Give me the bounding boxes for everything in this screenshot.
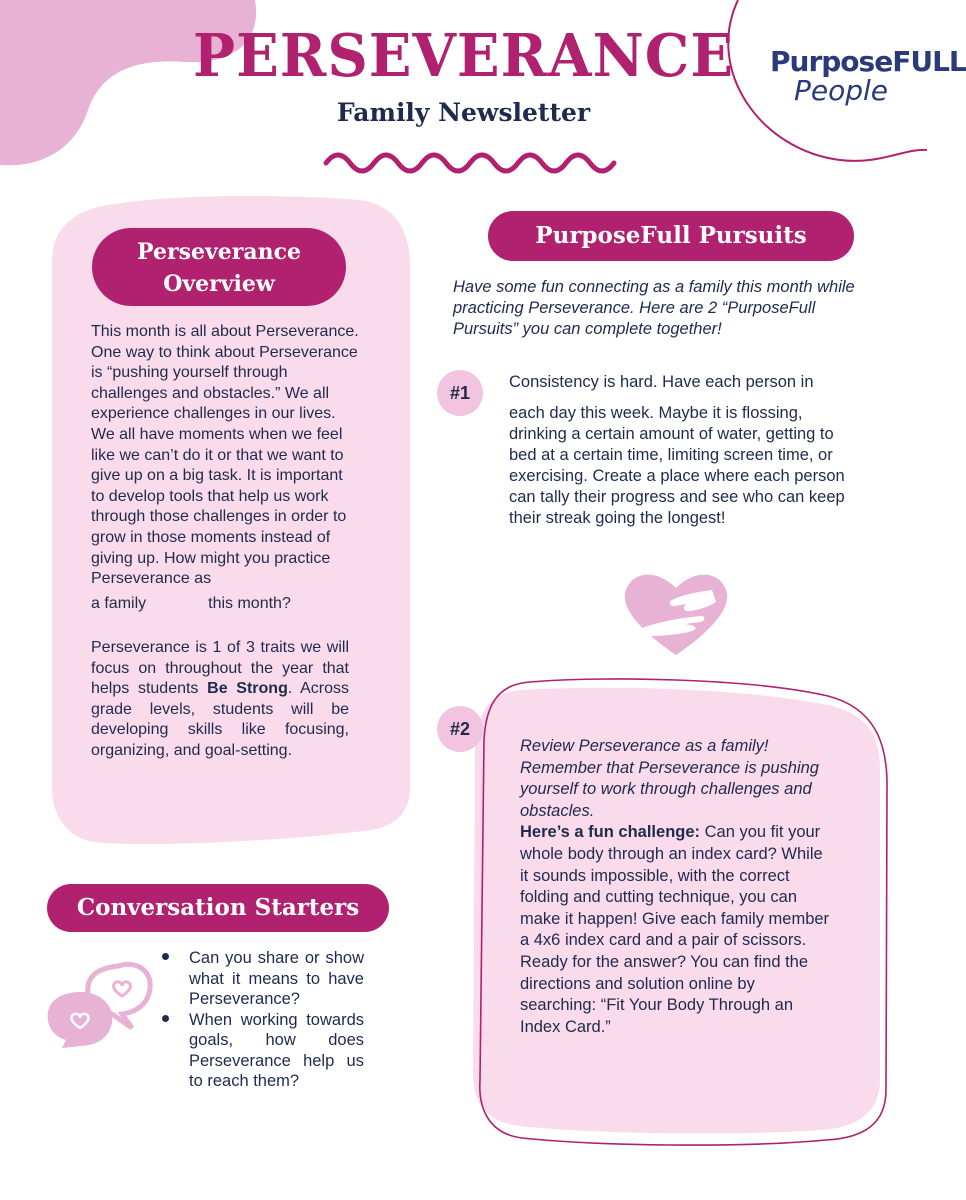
pursuit-2-text — [520, 736, 830, 1038]
conversation-item-1: Can you share or show what it means to have Perseverance? — [189, 949, 364, 1008]
overview-paragraph-1-end — [91, 594, 359, 615]
pursuit-2-badge: #2 — [437, 706, 483, 752]
overview-end-b: this month? — [208, 595, 291, 612]
overview-heading-line2: Overview — [163, 271, 275, 297]
pursuit-1-badge: #1 — [437, 370, 483, 416]
overview-heading-line1: Perseverance — [137, 239, 301, 265]
overview-p2-end: . Across grade levels, students will be developing skills like focusing, organizing, and goal-setting. — [91, 680, 350, 759]
pursuit-2-bold-lead: Here’s a fun challenge: — [520, 823, 701, 842]
pursuit-1-text — [509, 372, 847, 529]
bullet-dot — [162, 1015, 169, 1022]
overview-p2-start: Perseverance is 1 of 3 traits we will focus on throughout the year that helps students — [91, 639, 349, 698]
overview-heading — [92, 228, 346, 306]
pursuit-1-line1: Consistency is hard. Have each person in — [509, 373, 814, 391]
wavy-underline — [326, 155, 614, 171]
speech-bubbles-icon — [48, 964, 151, 1048]
pursuits-intro: Have some fun connecting as a family this month while practicing Perseverance. Here are 2 “PurposeFull Pursuits” you can complete together! — [453, 278, 855, 338]
newsletter-subtitle: Family Newsletter — [336, 98, 591, 127]
conversation-list — [162, 948, 364, 1092]
purposefull-people-logo — [770, 45, 966, 107]
conversation-item-2: When working towards goals, how does Perseverance help us to reach them? — [189, 1010, 364, 1090]
logo-line2: People — [794, 74, 889, 107]
pursuit-2-body: Can you fit your whole body through an index card? While it sounds impossible, with the correct folding and cutting technique, you can make it happen! Give each family member a 4x6 index card and a pair of scissors. Ready for the answer? You can find the directions and solution online by searching: “Fit Your Body Through an Index Card.” — [520, 823, 830, 1036]
list-item — [162, 1010, 364, 1092]
overview-paragraph-2 — [91, 638, 349, 762]
overview-end-a: a family — [91, 595, 147, 612]
bullet-dot — [162, 953, 169, 960]
overview-paragraph-1: This month is all about Perseverance. One way to think about Perseverance is “pushing yourself through challenges and obstacles.” We all experience challenges in our lives. We all have moments when we feel like we can’t do it or that we want to give up on a big task. It is important to develop tools that help us work through those challenges in order to grow in those moments instead of giving up. How might you practice Perseverance as — [91, 323, 359, 588]
newsletter-title: PERSEVERANCE — [192, 21, 735, 91]
heart-hands-icon — [625, 575, 727, 655]
logo-line1: PurposeFULL — [770, 45, 966, 78]
list-item — [162, 948, 364, 1010]
pursuit-2-italic: Review Perseverance as a family! Remember that Perseverance is pushing yourself to work through challenges and obstacles. — [520, 737, 819, 820]
be-strong-text: Be Strong — [207, 680, 288, 698]
pursuit-1-rest: each day this week. Maybe it is flossing, drinking a certain amount of water, getting to bed at a certain time, limiting screen time, or exercising. Create a place where each person can tally their progress and see who can keep their streak going the longest! — [509, 404, 845, 527]
conversation-heading: Conversation Starters — [47, 884, 389, 932]
pursuits-heading: PurposeFull Pursuits — [488, 211, 854, 261]
